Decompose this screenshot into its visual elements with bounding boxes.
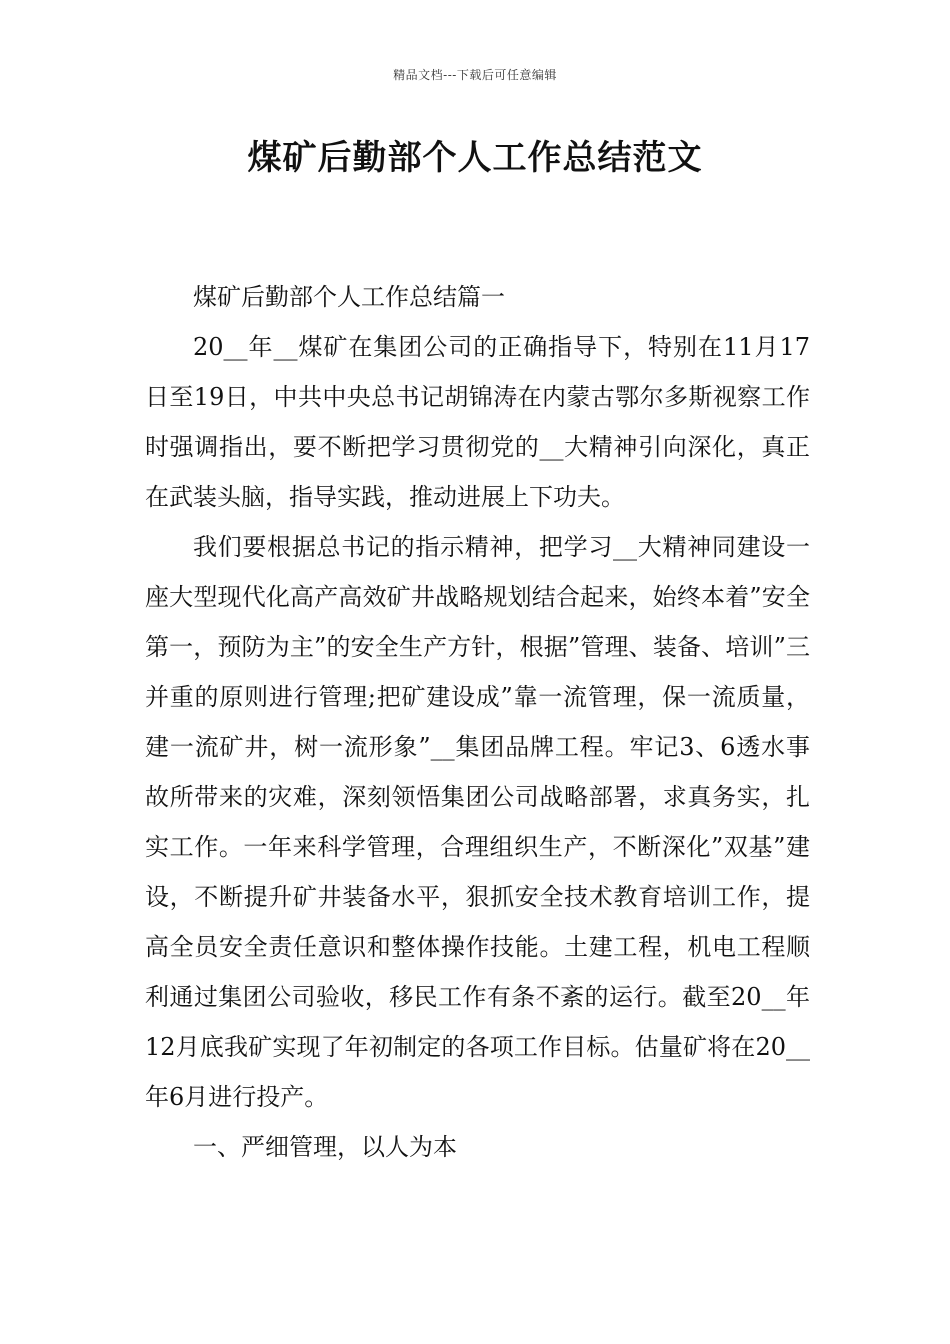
paragraph: 我们要根据总书记的指示精神，把学习__大精神同建设一座大型现代化高产高效矿井战略规划结合起来，始终本着”安全第一，预防为主”的安全生产方针，根据”管理、装备、培训”三并重的原则进行管理;把矿建设成”靠一流管理，保一流质量，建一流矿井，树一流形象”__集团品牌工程。牢记3、6透水事故所带来的灾难，深刻领悟集团公司战略部署，求真务实，扎实工作。一年来科学管理，合理组织生产，不断深化”双基”建设，不断提升矿井装备水平，狠抓安全技术教育培训工作，提高全员安全责任意识和整体操作技能。土建工程，机电工程顺利通过集团公司验收，移民工作有条不紊的运行。截至20__年12月底我矿实现了年初制定的各项工作目标。估量矿将在20__年6月进行投产。: [145, 533, 810, 1111]
paragraph: 20__年__煤矿在集团公司的正确指导下，特别在11月17日至19日，中共中央总书记胡锦涛在内蒙古鄂尔多斯视察工作时强调指出，要不断把学习贯彻党的__大精神引向深化，真正在武装头脑，指导实践，推动进展上下功夫。: [145, 333, 810, 511]
sub-heading: 一、严细管理，以人为本: [193, 1133, 457, 1161]
document-title: 煤矿后勤部个人工作总结范文: [247, 138, 703, 178]
page-header: 精品文档---下载后可任意编辑: [393, 68, 557, 82]
section-heading: 煤矿后勤部个人工作总结篇一: [193, 283, 505, 311]
document-body: [145, 272, 810, 1172]
